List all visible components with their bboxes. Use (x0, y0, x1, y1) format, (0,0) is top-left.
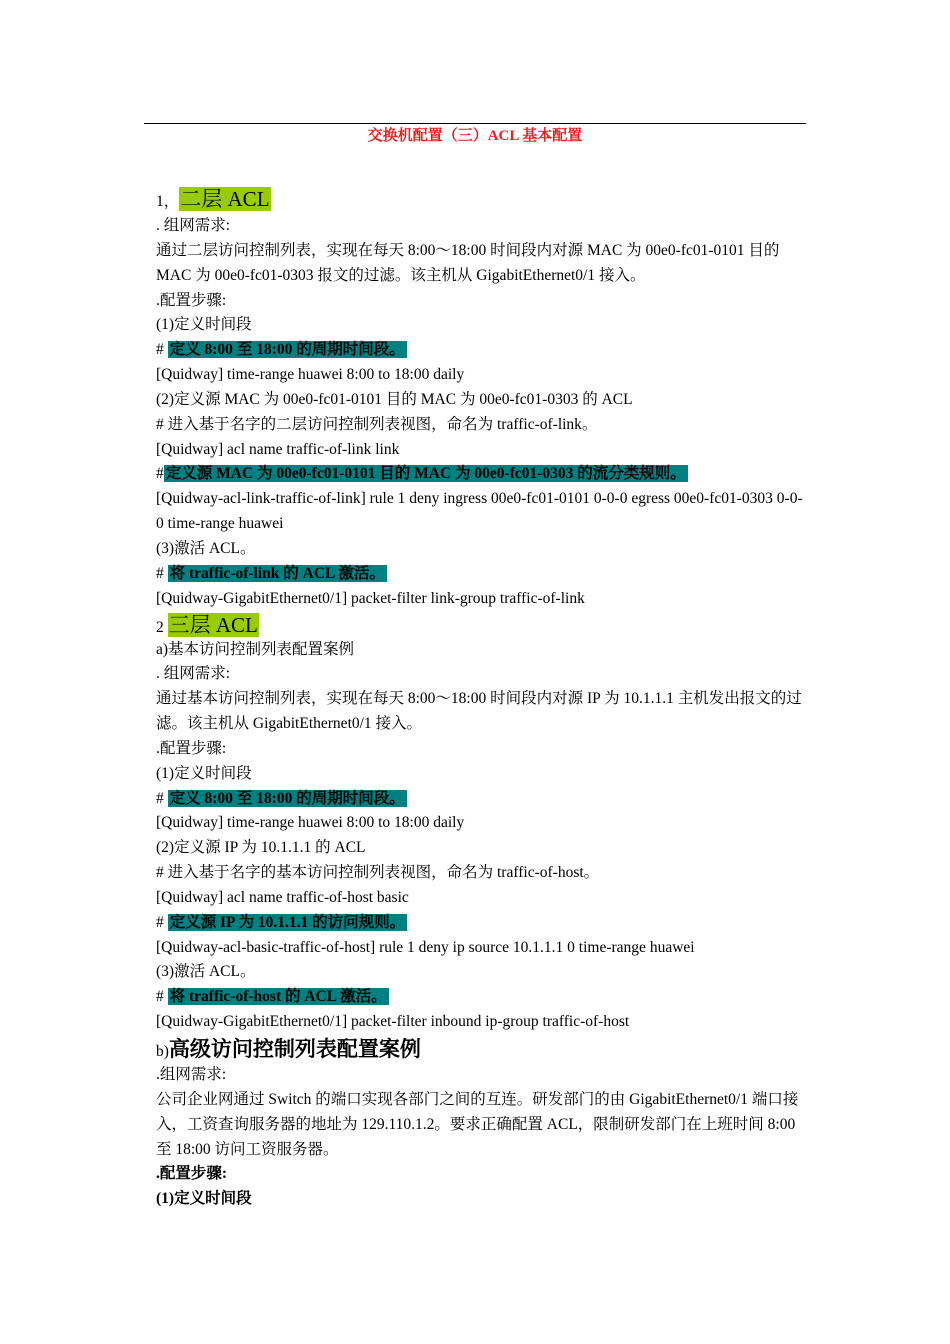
document-body (156, 184, 806, 1212)
highlighted-comment: 定义 8:00 至 18:00 的周期时间段。 (169, 341, 405, 359)
s1-command-4: [Quidway-GigabitEthernet0/1] packet-filter link-group traffic-of-link (156, 589, 585, 607)
s2-steps-label: .配置步骤: (156, 739, 227, 757)
s2b-step-1: (1)定义时间段 (156, 1190, 252, 1208)
s1-command-1: [Quidway] time-range huawei 8:00 to 18:00 daily (156, 366, 465, 384)
s1-steps-label: .配置步骤: (156, 291, 227, 309)
comment-hash: # (156, 988, 168, 1006)
comment-hash: # (156, 789, 168, 807)
s2-requirement-text: 通过基本访问控制列表，实现在每天 8:00～18:00 时间段内对源 IP 为 10.1.1.1 主机发出报文的过滤。该主机从 GigabitEthernet0/1 接入。 (156, 690, 802, 733)
s1-step-2: (2)定义源 MAC 为 00e0-fc01-0101 目的 MAC 为 00e0-fc01-0303 的 ACL (156, 390, 633, 408)
s1-requirement-text: 通过二层访问控制列表，实现在每天 8:00～18:00 时间段内对源 MAC 为 00e0-fc01-0101 目的 MAC 为 00e0-fc01-0303 报文的过滤。该主机从 GigabitEthernet0/1 接入。 (156, 241, 780, 284)
highlighted-comment: 将 traffic-of-link 的 ACL 激活。 (169, 564, 385, 582)
s2-command-3: [Quidway-acl-basic-traffic-of-host] rule 1 deny ip source 10.1.1.1 0 time-range huawei (156, 938, 695, 956)
document-title: 交换机配置（三）ACL 基本配置 (367, 128, 583, 144)
s2-comment-3 (156, 911, 806, 936)
s1-command-2: [Quidway] acl name traffic-of-link link (156, 440, 400, 458)
s2b-steps-label: .配置步骤: (156, 1165, 228, 1183)
s2-comment-1 (156, 787, 806, 812)
s1-comment-1 (156, 338, 806, 363)
section-1-heading (156, 184, 806, 214)
s2-command-1: [Quidway] time-range huawei 8:00 to 18:00 daily (156, 814, 465, 832)
s2-comment-2: # 进入基于名字的基本访问控制列表视图，命名为 traffic-of-host。 (156, 864, 600, 882)
s2-comment-4 (156, 985, 806, 1010)
subheading-b-prefix: b) (156, 1043, 169, 1060)
highlighted-comment: 将 traffic-of-host 的 ACL 激活。 (169, 988, 387, 1006)
comment-hash: # (156, 341, 168, 359)
s2-command-4: [Quidway-GigabitEthernet0/1] packet-filter inbound ip-group traffic-of-host (156, 1013, 630, 1031)
comment-hash: # (156, 913, 168, 931)
section-2-title: 三层 ACL (168, 612, 258, 637)
s1-command-3: [Quidway-acl-link-traffic-of-link] rule 1 deny ingress 00e0-fc01-0101 0-0-0 egress 00e0-fc01-0303 0-0-0 time-range huawei (156, 490, 803, 533)
s1-requirement-label: . 组网需求: (156, 217, 231, 234)
section-1-title: 二层 ACL (180, 187, 270, 211)
header-rule (144, 123, 806, 124)
s2b-requirement-label: .组网需求: (156, 1066, 227, 1083)
comment-hash: # (156, 465, 164, 483)
s2b-requirement-text: 公司企业网通过 Switch 的端口实现各部门之间的互连。研发部门的由 GigabitEthernet0/1 端口接入，工资查询服务器的地址为 129.110.1.2。要求正确配置 ACL，限制研发部门在上班时间 8:00 至 18:00 访问工资服务器。 (156, 1090, 799, 1158)
section-1-number: 1， (156, 193, 180, 210)
s1-step-3: (3)激活 ACL。 (156, 539, 256, 557)
section-2-number: 2 (156, 618, 168, 636)
s2-step-3: (3)激活 ACL。 (156, 963, 256, 981)
highlighted-comment: 定义源 IP 为 10.1.1.1 的访问规则。 (169, 913, 406, 931)
s2-step-2: (2)定义源 IP 为 10.1.1.1 的 ACL (156, 839, 366, 857)
s2-command-2: [Quidway] acl name traffic-of-host basic (156, 888, 409, 906)
subheading-b-title: 高级访问控制列表配置案例 (168, 1037, 421, 1061)
s1-step-1: (1)定义时间段 (156, 316, 252, 334)
comment-hash: # (156, 564, 168, 582)
s1-comment-4 (156, 562, 806, 587)
s1-comment-3 (156, 462, 806, 487)
s2-requirement-label: . 组网需求: (156, 665, 231, 683)
s2-subheading-a: a)基本访问控制列表配置案例 (156, 640, 355, 658)
section-2-heading (156, 612, 806, 638)
highlighted-comment: 定义 8:00 至 18:00 的周期时间段。 (169, 789, 405, 807)
s2-subheading-b (156, 1035, 806, 1063)
highlighted-comment: 定义源 MAC 为 00e0-fc01-0101 目的 MAC 为 00e0-fc01-0303 的流分类规则。 (165, 465, 686, 483)
s2-step-1: (1)定义时间段 (156, 764, 252, 782)
s1-comment-2: # 进入基于名字的二层访问控制列表视图，命名为 traffic-of-link。 (156, 415, 598, 433)
